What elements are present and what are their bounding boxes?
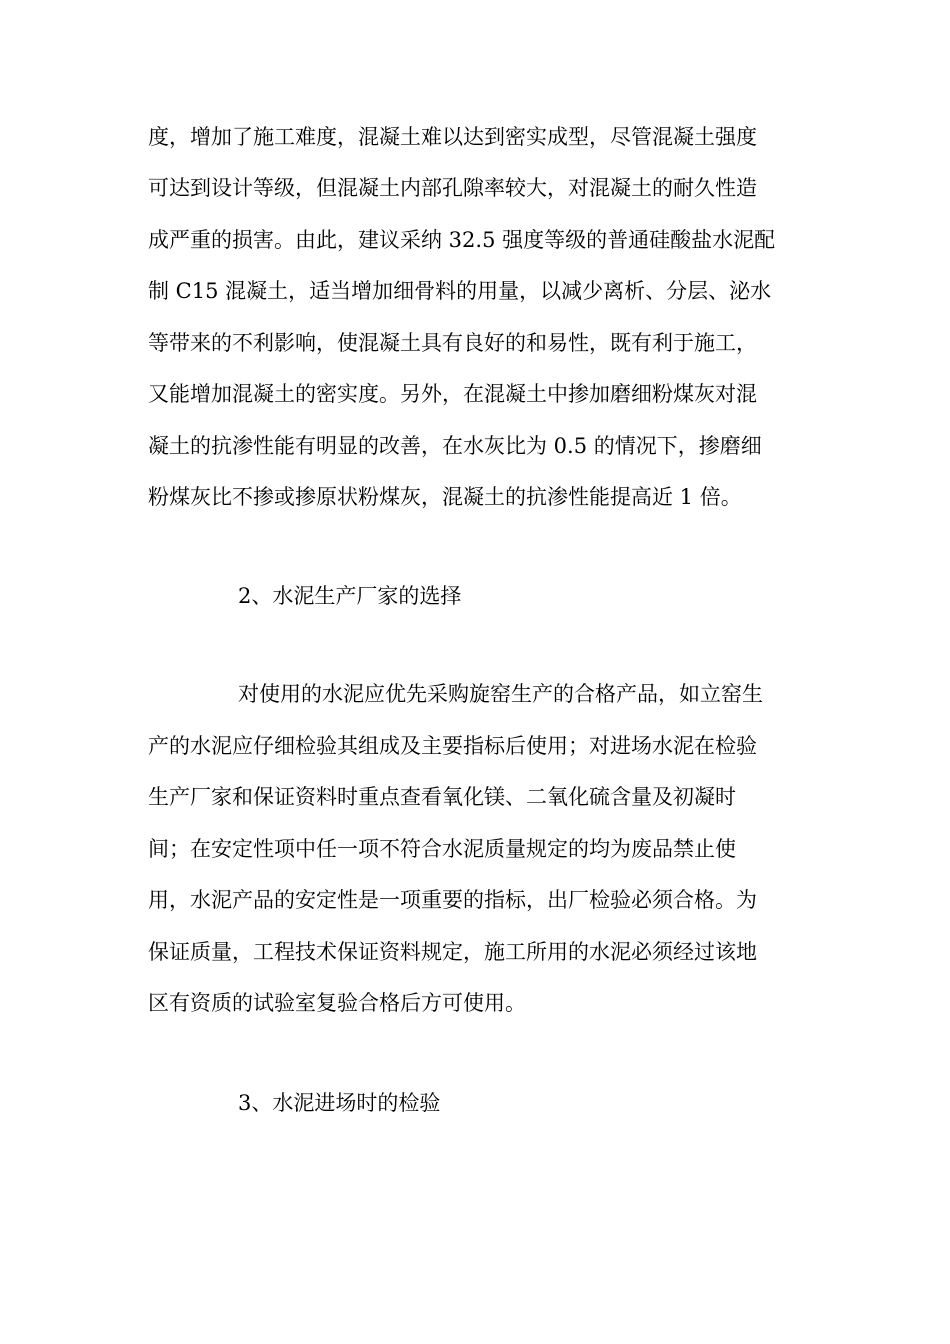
section-heading-manufacturer: 2、水泥生产厂家的选择 <box>238 584 462 608</box>
paragraph-line: 间；在安定性项中任一项不符合水泥质量规定的均为废品禁止使 <box>148 837 736 861</box>
paragraph-line: 凝土的抗渗性能有明显的改善，在水灰比为 0.5 的情况下，掺磨细 <box>148 434 762 458</box>
paragraph-line: 制 C15 混凝土，适当增加细骨料的用量，以减少离析、分层、泌水 <box>148 279 772 303</box>
section-heading-inspection: 3、水泥进场时的检验 <box>238 1091 441 1115</box>
paragraph-line: 成严重的损害。由此，建议采纳 32.5 强度等级的普通硅酸盐水泥配 <box>148 228 776 252</box>
paragraph-line: 粉煤灰比不掺或掺原状粉煤灰，混凝土的抗渗性能提高近 1 倍。 <box>148 485 742 509</box>
paragraph-line: 用，水泥产品的安定性是一项重要的指标，出厂检验必须合格。为 <box>148 888 757 912</box>
paragraph-line: 对使用的水泥应优先采购旋窑生产的合格产品，如立窑生 <box>238 682 763 706</box>
paragraph-line: 可达到设计等级，但混凝土内部孔隙率较大，对混凝土的耐久性造 <box>148 176 757 200</box>
paragraph-line: 保证质量，工程技术保证资料规定，施工所用的水泥必须经过该地 <box>148 940 757 964</box>
paragraph-line: 又能增加混凝土的密实度。另外，在混凝土中掺加磨细粉煤灰对混 <box>148 382 757 406</box>
paragraph-line: 生产厂家和保证资料时重点查看氧化镁、二氧化硫含量及初凝时 <box>148 785 736 809</box>
paragraph-line: 区有资质的试验室复验合格后方可使用。 <box>148 991 526 1015</box>
paragraph-line: 度，增加了施工难度，混凝土难以达到密实成型，尽管混凝土强度 <box>148 125 757 149</box>
paragraph-line: 等带来的不利影响，使混凝土具有良好的和易性，既有利于施工， <box>148 331 757 355</box>
paragraph-line: 产的水泥应仔细检验其组成及主要指标后使用；对进场水泥在检验 <box>148 734 757 758</box>
